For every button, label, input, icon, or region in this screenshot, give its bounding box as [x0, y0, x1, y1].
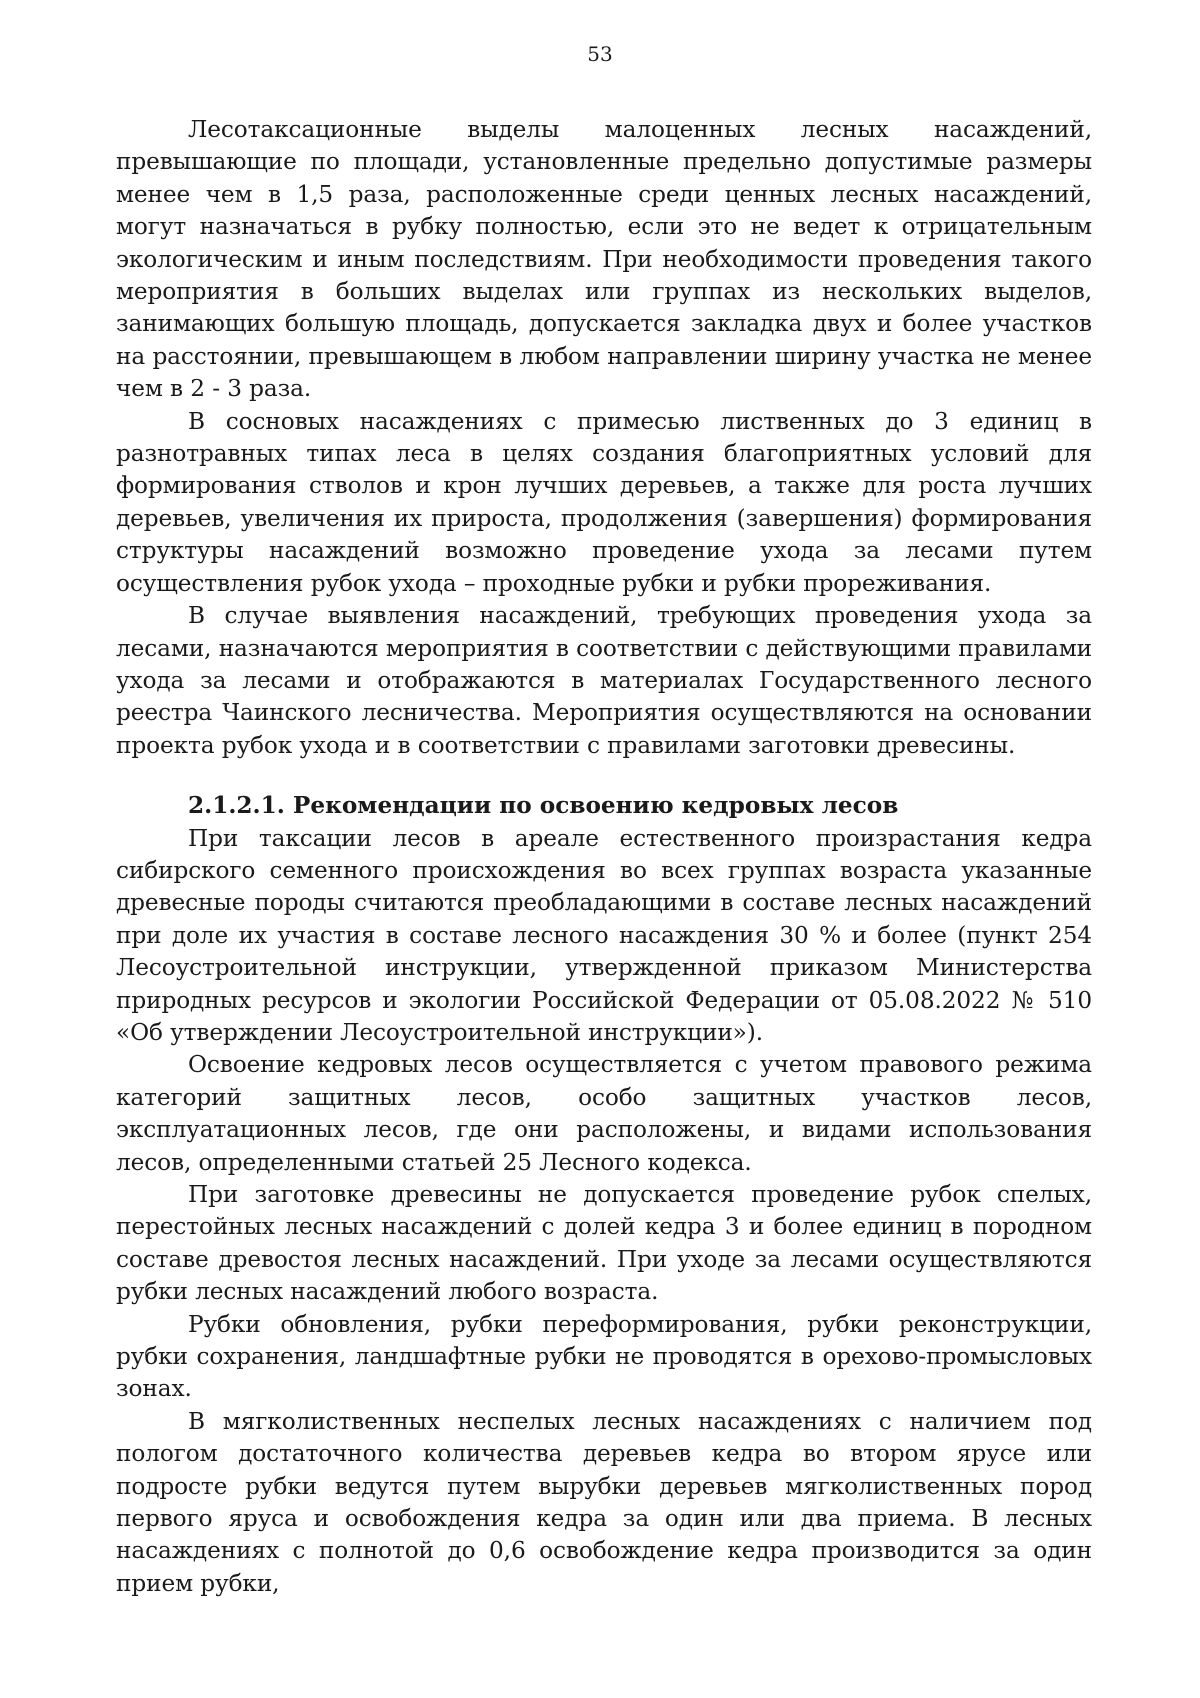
paragraph-cedar-taxation: При таксации лесов в ареале естественного произрастания кедра сибирского семенного происхождения во всех группах возраста указанные древесные породы считаются преобладающими в составе лесных насаждений при доле их участия в составе лесного насаждения 30 % и более (пункт 254 Лесоустроительной инструкции, утвержденной приказом Министерства природных ресурсов и экологии Российской Федерации от 05.08.2022 № 510 «Об утверждении Лесоустроительной инструкции»).	[116, 824, 1092, 1046]
paragraph-cedar-development-regime: Освоение кедровых лесов осуществляется с учетом правового режима категорий защитных лесов, особо защитных участков лесов, эксплуатационных лесов, где они расположены, и видами использования лесов, определенными статьей 25 Лесного кодекса.	[116, 1051, 1092, 1176]
paragraph-nut-harvest-zones: Рубки обновления, рубки переформирования, рубки реконструкции, рубки сохранения, ландшафтные рубки не проводятся в орехово-промысловых зонах.	[116, 1310, 1092, 1403]
paragraph-pine-stands-thinning: В сосновых насаждениях с примесью лиственных до 3 единиц в разнотравных типах леса в целях создания благоприятных условий для формирования стволов и крон лучших деревьев, а также для роста лучших деревьев, увеличения их прироста, продолжения (завершения) формирования структуры насаждений возможно проведение ухода за лесами путем осуществления рубок ухода – проходные рубки и рубки прореживания.	[116, 407, 1092, 597]
paragraph-harvesting-restrictions: При заготовке древесины не допускается проведение рубок спелых, перестойных лесных насаждений с долей кедра 3 и более единиц в породном составе древостоя лесных насаждений. При уходе за лесами осуществляются рубки лесных насаждений любого возраста.	[116, 1181, 1092, 1306]
paragraph-softwood-stands-release: В мягколиственных неспелых лесных насаждениях с наличием под пологом достаточного количества деревьев кедра во втором ярусе или подросте рубки ведутся путем вырубки деревьев мягколиственных пород первого яруса и освобождения кедра за один или два приема. В лесных насаждениях с полнотой до 0,6 освобождение кедра производится за один прием рубки,	[116, 1407, 1092, 1597]
paragraph-small-value-stands: Лесотаксационные выделы малоценных лесных насаждений, превышающие по площади, установленные предельно допустимые размеры менее чем в 1,5 раза, расположенные среди ценных лесных насаждений, могут назначаться в рубку полностью, если это не ведет к отрицательным экологическим и иным последствиям. При необходимости проведения такого мероприятия в больших выделах или группах из нескольких выделов, занимающих большую площадь, допускается закладка двух и более участков на расстоянии, превышающем в любом направлении ширину участка не менее чем в 2 - 3 раза.	[116, 116, 1092, 403]
paragraph-forest-care-measures: В случае выявления насаждений, требующих проведения ухода за лесами, назначаются мероприятия в соответствии с действующими правилами ухода за лесами и отображаются в материалах Государственного лесного реестра Чаинского лесничества. Мероприятия осуществляются на основании проекта рубок ухода и в соответствии с правилами заготовки древесины.	[116, 602, 1092, 759]
document-body	[116, 114, 1092, 1600]
page-number: 53	[587, 42, 613, 66]
section-heading-cedar-forests: 2.1.2.1. Рекомендации по освоению кедровых лесов	[188, 792, 899, 820]
